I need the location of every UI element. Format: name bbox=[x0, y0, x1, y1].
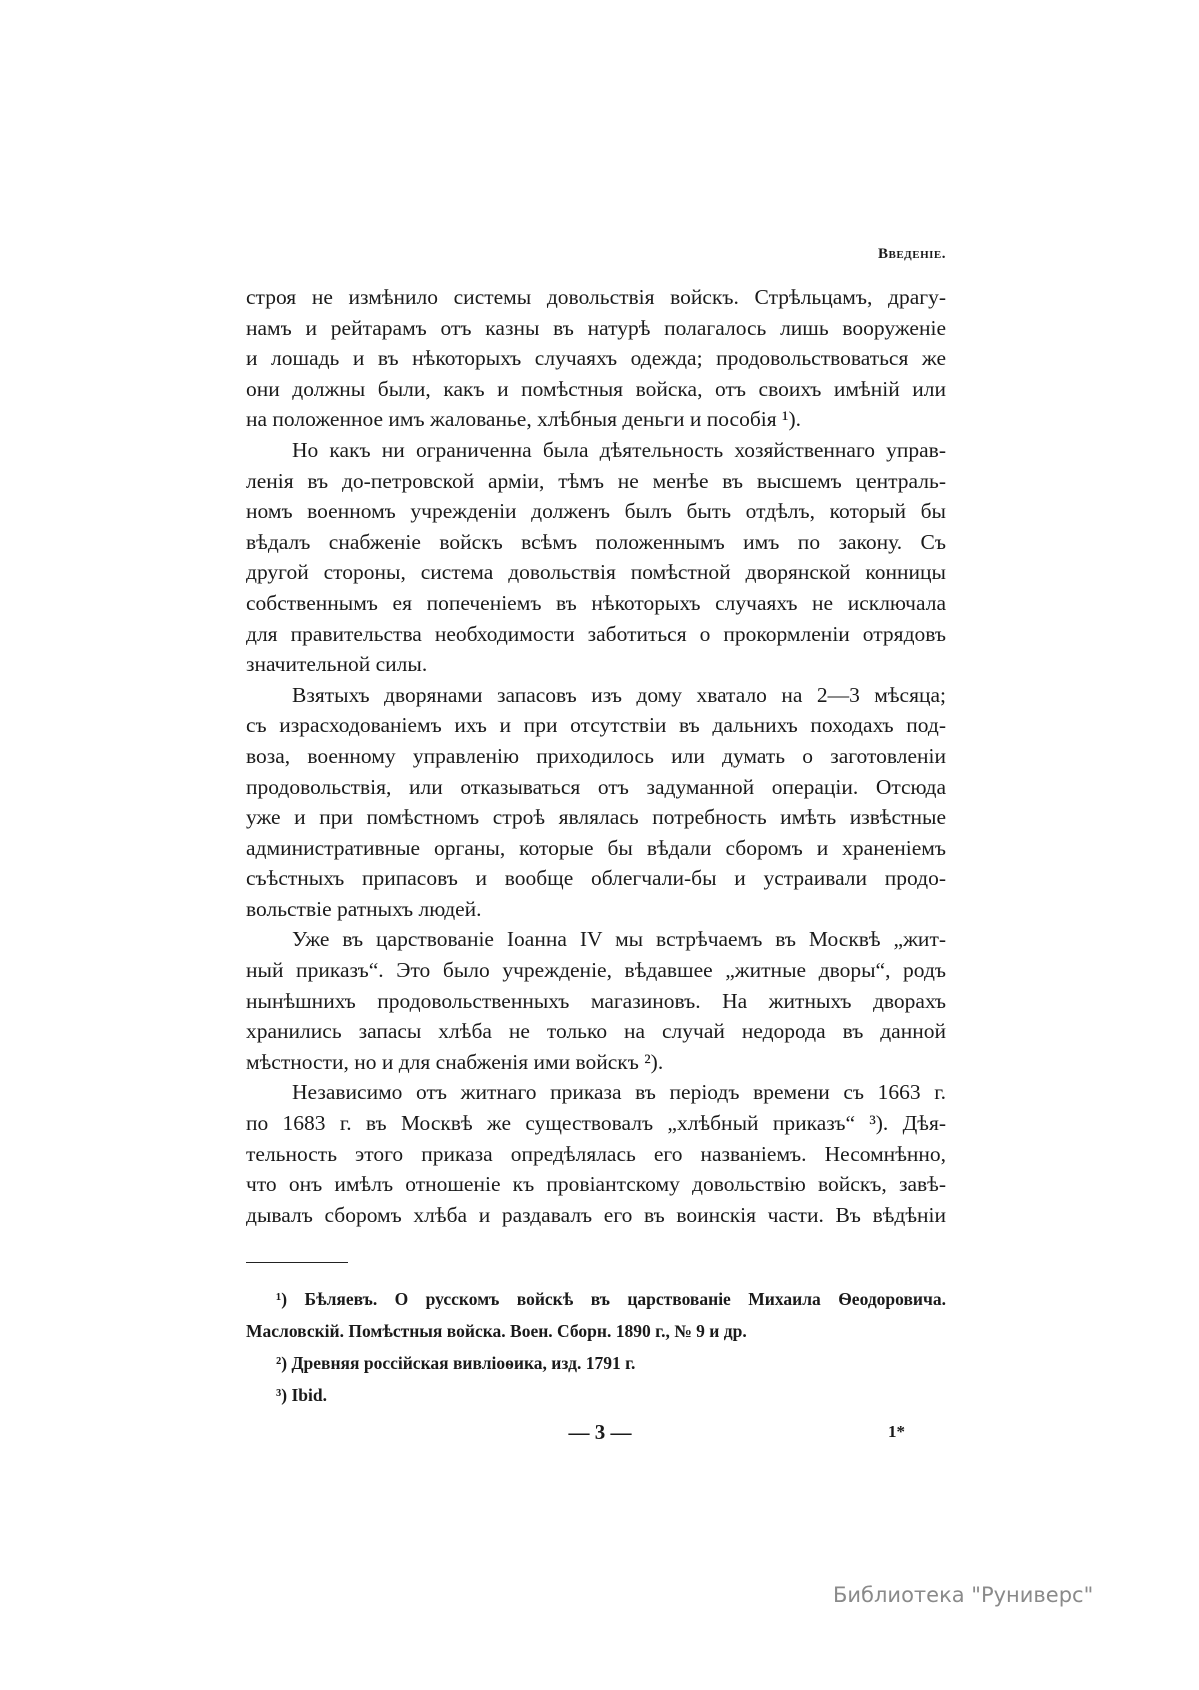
text-line: и лошадь и въ нѣкоторыхъ случаяхъ одежда; продовольствоваться же bbox=[246, 346, 946, 371]
paragraph bbox=[246, 282, 946, 435]
text-line: по 1683 г. въ Москвѣ же существовалъ „хлѣбный приказъ“ ³). Дѣя- bbox=[246, 1111, 946, 1136]
text-line: на положенное имъ жалованье, хлѣбныя деньги и пособія ¹). bbox=[246, 407, 802, 432]
text-line: хранились запасы хлѣба не только на случай недорода въ данной bbox=[246, 1019, 946, 1044]
text-line: собственнымъ ея попеченіемъ въ нѣкоторыхъ случаяхъ не исключала bbox=[246, 590, 946, 615]
text-line: съ израсходованіемъ ихъ и при отсутствіи въ дальнихъ походахъ под- bbox=[246, 713, 946, 738]
text-line: ный приказъ“. Это было учрежденіе, вѣдавшее „житные дворы“, родъ bbox=[246, 958, 946, 983]
library-watermark: Библиотека "Руниверс" bbox=[833, 1583, 1094, 1607]
body-text bbox=[246, 282, 946, 1230]
text-line: Но какъ ни ограниченна была дѣятельность хозяйственнаго управ- bbox=[292, 437, 946, 462]
text-line: для правительства необходимости заботиться о прокормленіи отрядовъ bbox=[246, 621, 946, 646]
text-line: номъ военномъ учрежденіи долженъ былъ быть отдѣлъ, который бы bbox=[246, 499, 946, 524]
footnote-2: ²) Древняя россійская вивліоѳика, изд. 1791 г. bbox=[276, 1353, 636, 1373]
text-line: мѣстности, но и для снабженія ими войскъ ²). bbox=[246, 1049, 664, 1074]
paragraph bbox=[246, 435, 946, 680]
running-head: Введеніе. bbox=[877, 246, 946, 262]
text-line: вѣдалъ снабженіе войскъ всѣмъ положеннымъ имъ по закону. Съ bbox=[246, 529, 946, 554]
footnote-3: ³) Ibid. bbox=[276, 1385, 327, 1405]
text-line: значительной силы. bbox=[246, 652, 428, 677]
signature-mark: 1* bbox=[888, 1422, 905, 1441]
text-line: что онъ имѣлъ отношеніе къ провіантскому довольствію войскъ, завѣ- bbox=[246, 1172, 946, 1197]
footnote-1-line-2: Масловскій. Помѣстныя войска. Воен. Сборн. 1890 г., № 9 и др. bbox=[246, 1321, 747, 1341]
page-number: — 3 — bbox=[568, 1420, 632, 1444]
paragraph bbox=[246, 924, 946, 1077]
footnote-1-line-1: ¹) Бѣляевъ. О русскомъ войскѣ въ царствованіе Михаила Ѳеодоровича. bbox=[276, 1289, 946, 1309]
text-line: уже и при помѣстномъ строѣ являлась потребность имѣть извѣстные bbox=[246, 805, 946, 830]
text-line: Независимо отъ житнаго приказа въ періодъ времени съ 1663 г. bbox=[292, 1080, 946, 1105]
paragraph bbox=[246, 680, 946, 925]
text-line: они должны были, какъ и помѣстныя войска, отъ своихъ имѣній или bbox=[246, 376, 946, 401]
text-line: нынѣшнихъ продовольственныхъ магазиновъ. На житныхъ дворахъ bbox=[246, 988, 946, 1013]
footnotes bbox=[246, 1283, 946, 1411]
text-line: другой стороны, система довольствія помѣстной дворянской конницы bbox=[246, 560, 946, 585]
text-line: съѣстныхъ припасовъ и вообще облегчали-бы и устраивали продо- bbox=[246, 866, 946, 891]
text-line: Взятыхъ дворянами запасовъ изъ дому хватало на 2—3 мѣсяца; bbox=[292, 682, 946, 707]
text-line: дывалъ сборомъ хлѣба и раздавалъ его въ воинскія части. Въ вѣдѣніи bbox=[246, 1202, 946, 1227]
text-line: ленія въ до-петровской арміи, тѣмъ не менѣе въ высшемъ централь- bbox=[246, 468, 946, 493]
text-line: намъ и рейтарамъ отъ казны въ натурѣ полагалось лишь вооруженіе bbox=[246, 315, 946, 340]
footnote-divider bbox=[246, 1262, 348, 1263]
text-line: продовольствія, или отказываться отъ задуманной операціи. Отсюда bbox=[246, 774, 946, 799]
text-line: тельность этого приказа опредѣлялась его названіемъ. Несомнѣнно, bbox=[246, 1141, 946, 1166]
text-line: строя не измѣнило системы довольствія войскъ. Стрѣльцамъ, драгу- bbox=[246, 285, 946, 309]
text-line: Уже въ царствованіе Іоанна IV мы встрѣчаемъ въ Москвѣ „жит- bbox=[292, 927, 946, 952]
text-line: административные органы, которые бы вѣдали сборомъ и храненіемъ bbox=[246, 835, 946, 860]
text-line: вольствіе ратныхъ людей. bbox=[246, 896, 482, 921]
paragraph bbox=[246, 1077, 946, 1230]
text-line: воза, военному управленію приходилось или думать о заготовленіи bbox=[246, 743, 946, 768]
